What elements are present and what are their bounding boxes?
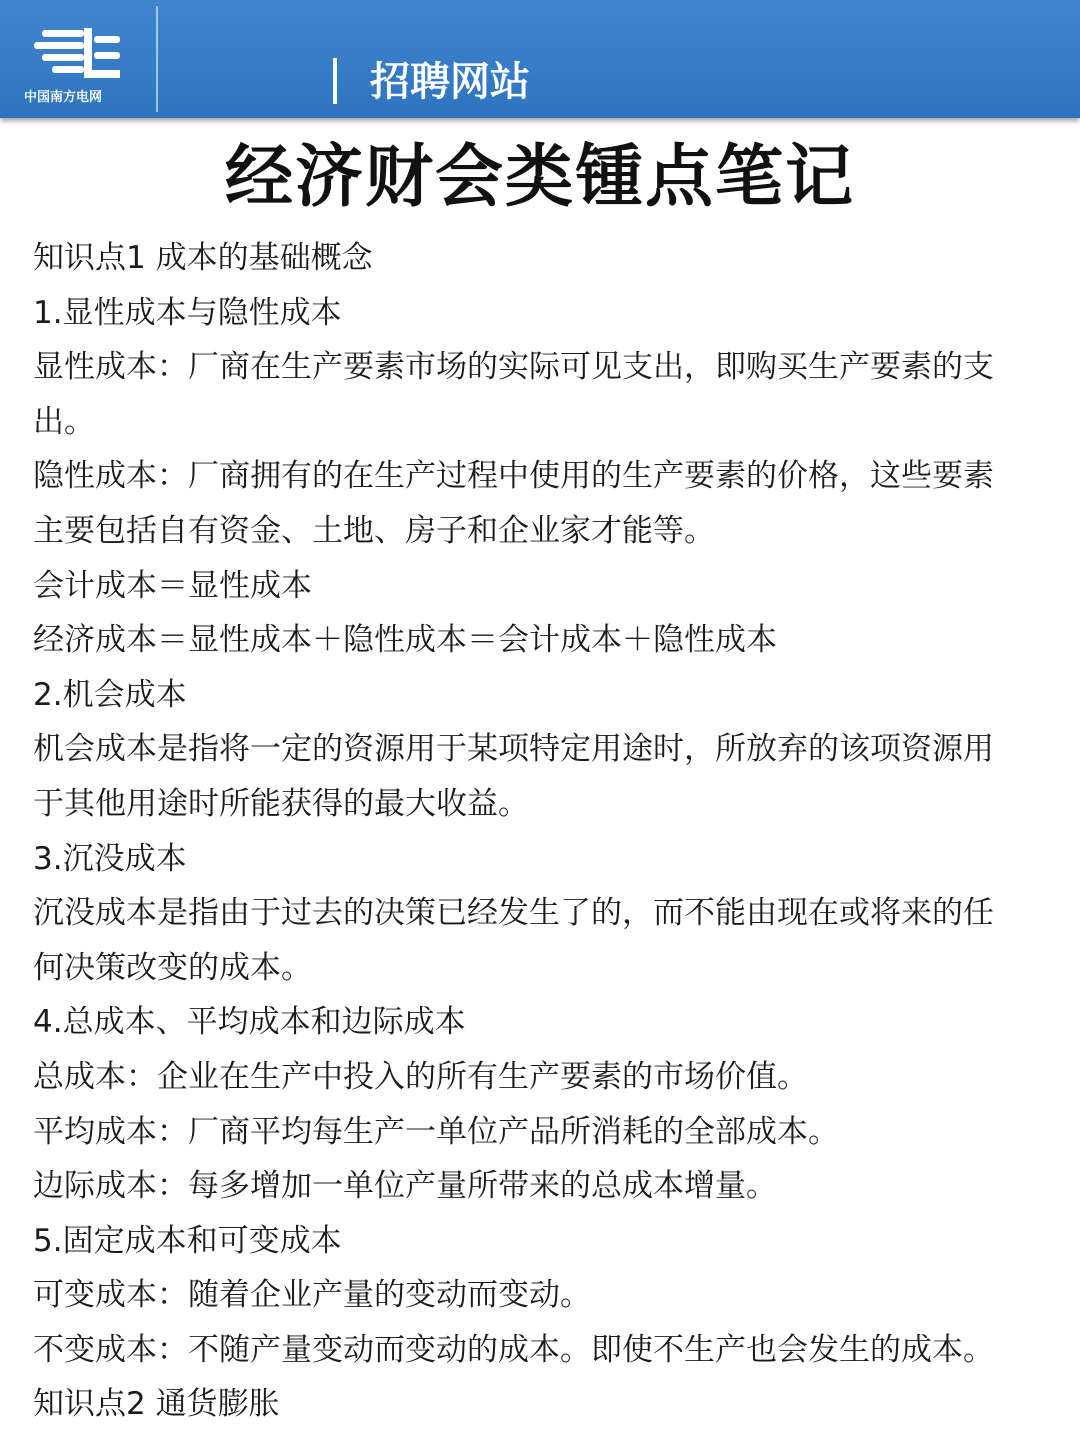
- site-divider: [333, 58, 337, 104]
- text-line: 总成本：企业在生产中投入的所有生产要素的市场价值。: [33, 1058, 808, 1095]
- text-line: 显性成本：厂商在生产要素市场的实际可见支出，即购买生产要素的支: [33, 349, 994, 386]
- site-header: [0, 0, 1080, 118]
- site-label: 招聘网站: [370, 59, 530, 105]
- text-line: 边际成本：每多增加一单位产量所带来的总成本增量。: [33, 1168, 777, 1205]
- page-title: 经济财会类锺点笔记: [224, 138, 855, 217]
- text-line: 主要包括自有资金、土地、房子和企业家才能等。: [33, 512, 715, 549]
- text-line: 知识点2 通货膨胀: [33, 1386, 280, 1423]
- text-line: 5.固定成本和可变成本: [33, 1222, 342, 1259]
- text-line: 2.机会成本: [33, 676, 187, 713]
- text-line: 4.总成本、平均成本和边际成本: [33, 1004, 466, 1041]
- text-line: 可变成本：随着企业产量的变动而变动。: [33, 1277, 591, 1314]
- text-line: 不变成本：不随产量变动而变动的成本。即使不生产也会发生的成本。: [33, 1331, 994, 1368]
- text-line: 于其他用途时所能获得的最大收益。: [33, 785, 529, 822]
- notes-body: [33, 231, 1043, 1432]
- text-line: 平均成本：厂商平均每生产一单位产品所消耗的全部成本。: [33, 1113, 839, 1150]
- text-line: 3.沉没成本: [33, 840, 187, 877]
- logo-divider: [156, 6, 158, 112]
- text-line: 隐性成本：厂商拥有的在生产过程中使用的生产要素的价格，这些要素: [33, 458, 994, 495]
- text-line: 会计成本＝显性成本: [33, 567, 312, 604]
- text-line: 机会成本是指将一定的资源用于某项特定用途时，所放弃的该项资源用: [33, 731, 994, 768]
- text-line: 1.显性成本与隐性成本: [33, 294, 342, 331]
- text-line: 经济成本＝显性成本＋隐性成本＝会计成本＋隐性成本: [33, 622, 777, 659]
- text-line: 知识点1 成本的基础概念: [33, 240, 373, 276]
- text-line: 何决策改变的成本。: [33, 949, 312, 986]
- text-line: 沉没成本是指由于过去的决策已经发生了的，而不能由现在或将来的任: [33, 895, 994, 932]
- text-line: 出。: [33, 403, 95, 440]
- logo-text: 中国南方电网: [24, 90, 103, 105]
